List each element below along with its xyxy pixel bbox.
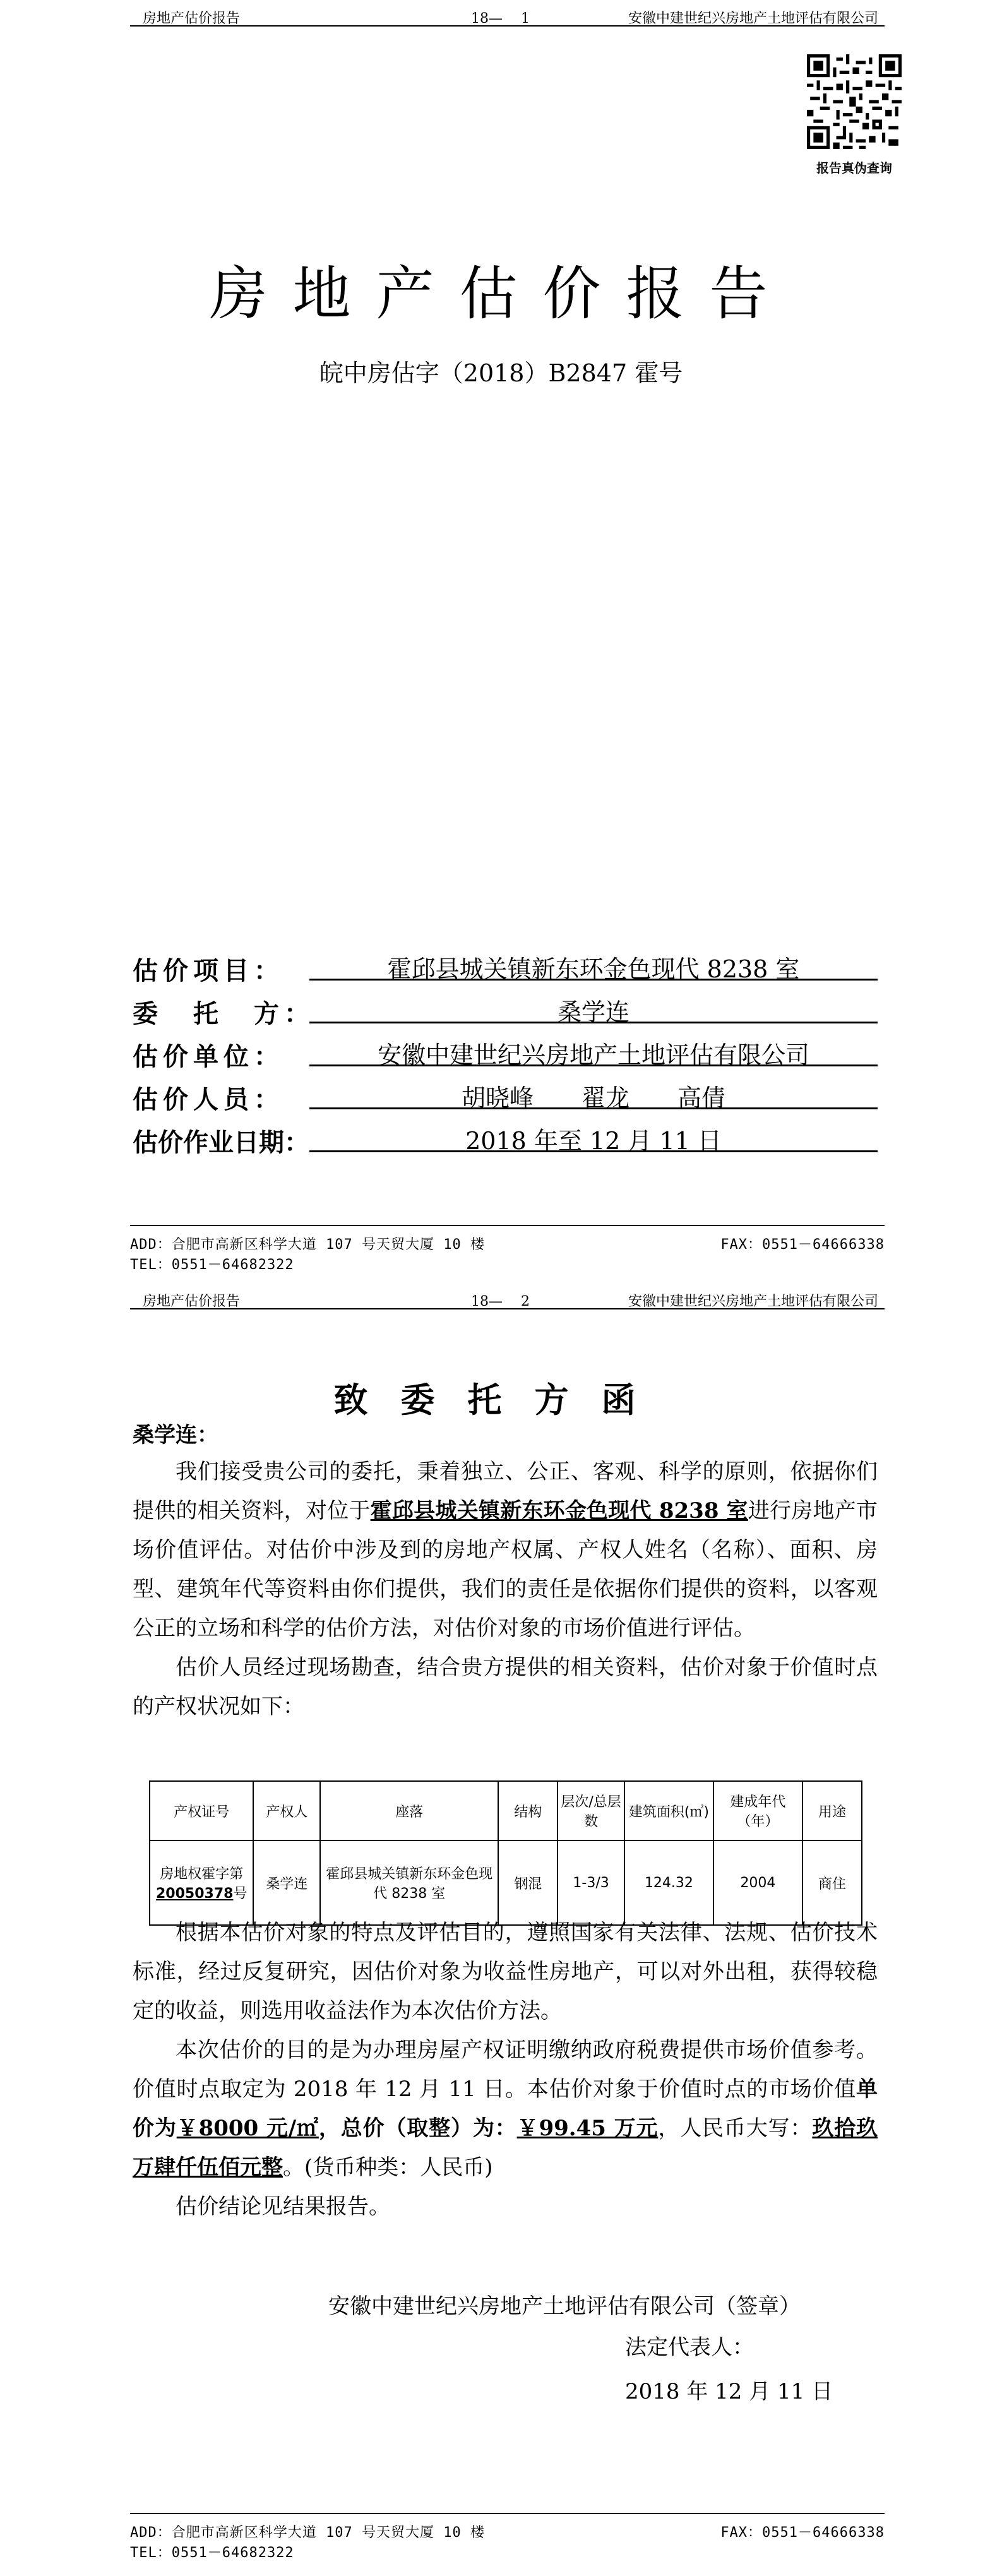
- table-row: [150, 1840, 862, 1925]
- signature-legal-rep: 法定代表人：: [625, 2335, 754, 2360]
- cell-floors: 1-3/3: [558, 1840, 624, 1925]
- header-title: 房地产估价报告: [143, 11, 241, 27]
- column-header: 用途: [802, 1781, 862, 1840]
- field-client: [133, 990, 878, 1029]
- field-work-date: [133, 1119, 878, 1157]
- text-run: 房地权霍字第: [160, 1866, 244, 1882]
- cell-year: 2004: [713, 1840, 802, 1925]
- footer-address: ADD：合肥市高新区科学大道 107 号天贸大厦 10 楼: [130, 2525, 485, 2541]
- page-footer: [130, 2513, 885, 2573]
- header-title: 房地产估价报告: [143, 1294, 241, 1309]
- column-header: 座落: [320, 1781, 498, 1840]
- field-label: 估价作业日期：: [133, 1128, 309, 1157]
- column-header: 建成年代（年）: [713, 1781, 802, 1840]
- signature-date: 2018 年 12 月 11 日: [625, 2379, 833, 2404]
- page-footer: [130, 1225, 885, 1285]
- cell-usage: 商住: [802, 1840, 862, 1925]
- letter-paragraph-4: [133, 2030, 878, 2187]
- field-value: 安徽中建世纪兴房地产土地评估有限公司: [309, 1035, 878, 1066]
- cell-owner: 桑学连: [253, 1840, 320, 1925]
- field-value: 霍邱县城关镇新东环金色现代 8238 室: [309, 950, 878, 981]
- letter-title: 致委托方函: [333, 1380, 669, 1420]
- text-run: ，总价（取整）为：: [318, 2116, 517, 2141]
- header-company: 安徽中建世纪兴房地产土地评估有限公司: [628, 11, 878, 27]
- signature-company: 安徽中建世纪兴房地产土地评估有限公司（签章）: [328, 2294, 801, 2319]
- header-company: 安徽中建世纪兴房地产土地评估有限公司: [628, 1294, 878, 1309]
- total-price: ￥99.45 万元: [516, 2116, 659, 2141]
- letter-paragraph-3: [133, 1913, 878, 2226]
- column-header: 结构: [498, 1781, 558, 1840]
- header-page-number: 18— 2: [471, 1294, 530, 1309]
- footer-tel: TEL：0551－64682322: [130, 1257, 294, 1273]
- property-address: 霍邱县城关镇新东环金色现代 8238 室: [370, 1498, 748, 1524]
- text-run: 单价为: [133, 2077, 878, 2141]
- cert-number: 20050378: [156, 1886, 234, 1902]
- method-text: 根据本估价对象的特点及评估目的，遵照国家有关法律、法规、估价技术标准，经过反复研究，因估价对象为收益性房地产，可以对外出租，获得较稳定的收益，则选用收益法作为本次估价方法。: [133, 1920, 878, 2024]
- column-header: 产权证号: [150, 1781, 253, 1840]
- footer-fax: FAX：0551－64666338: [720, 2525, 885, 2541]
- table-header-row: [150, 1781, 862, 1840]
- field-appraiser-company: [133, 1033, 878, 1071]
- column-header: 产权人: [253, 1781, 320, 1840]
- cell-cert-no: [150, 1840, 253, 1925]
- cell-structure: 钢混: [498, 1840, 558, 1925]
- footer-address: ADD：合肥市高新区科学大道 107 号天贸大厦 10 楼: [130, 1237, 485, 1253]
- report-title: 房地产估价报告: [209, 260, 793, 328]
- field-project: [133, 947, 878, 986]
- footer-fax: FAX：0551－64666338: [720, 1237, 885, 1253]
- field-label: 估价项目：: [133, 957, 284, 986]
- qr-caption: 报告真伪查询: [816, 160, 892, 176]
- page-header: [130, 1288, 885, 1309]
- cell-location: 霍邱县城关镇新东环金色现代 8238 室: [320, 1840, 498, 1925]
- footer-tel: TEL：0551－64682322: [130, 2545, 294, 2561]
- text-run: 。(货币种类：人民币): [283, 2155, 493, 2180]
- cell-area: 124.32: [624, 1840, 713, 1925]
- property-table: [149, 1780, 862, 1926]
- unit-price: ￥8000 元/㎡: [176, 2116, 319, 2141]
- total-price-rmb: 玖拾玖万肆仟伍佰元整: [133, 2116, 878, 2180]
- text-run: 我们接受贵公司的委托，秉着独立、公正、客观、科学的原则，依据你们提供的相关资料，对位于: [133, 1459, 878, 1524]
- column-header: 层次/总层数: [558, 1781, 624, 1840]
- field-value: 2018 年至 12 月 11 日: [309, 1121, 878, 1152]
- text-run: 号: [233, 1886, 248, 1902]
- field-value: 桑学连: [309, 993, 878, 1023]
- letter-paragraph-2: 估价人员经过现场勘查，结合贵方提供的相关资料，估价对象于价值时点的产权状况如下：: [133, 1655, 878, 1719]
- text-run: ，人民币大写：: [658, 2116, 813, 2141]
- text-run: 本次估价的目的是为办理房屋产权证明缴纳政府税费提供市场价值参考。价值时点取定为 2018 年 12 月 11 日。本估价对象于价值时点的市场价值: [133, 2037, 878, 2102]
- document-number: 皖中房估字（2018）B2847 霍号: [319, 359, 683, 387]
- page-header: [130, 5, 885, 27]
- field-appraisers: [133, 1076, 878, 1114]
- letter-salutation: 桑学连：: [133, 1422, 218, 1448]
- field-label: 估价人员：: [133, 1085, 284, 1114]
- qr-code-icon[interactable]: [807, 54, 902, 149]
- field-label: 估价单位：: [133, 1042, 284, 1071]
- header-page-number: 18— 1: [471, 11, 530, 27]
- field-value: 胡晓峰 翟龙 高倩: [309, 1078, 878, 1109]
- field-label: 委 托 方：: [133, 999, 314, 1029]
- column-header: 建筑面积(㎡): [624, 1781, 713, 1840]
- text-run: 进行房地产市场价值评估。对估价中涉及到的房地产权属、产权人姓名（名称）、面积、房型、建筑年代等资料由你们提供，我们的责任是依据你们提供的资料，以客观公正的立场和科学的估价方法，对估价对象的市场价值进行评估。: [133, 1498, 878, 1641]
- letter-paragraph-5: 估价结论见结果报告。: [176, 2194, 390, 2219]
- letter-paragraph-1: [133, 1452, 878, 1726]
